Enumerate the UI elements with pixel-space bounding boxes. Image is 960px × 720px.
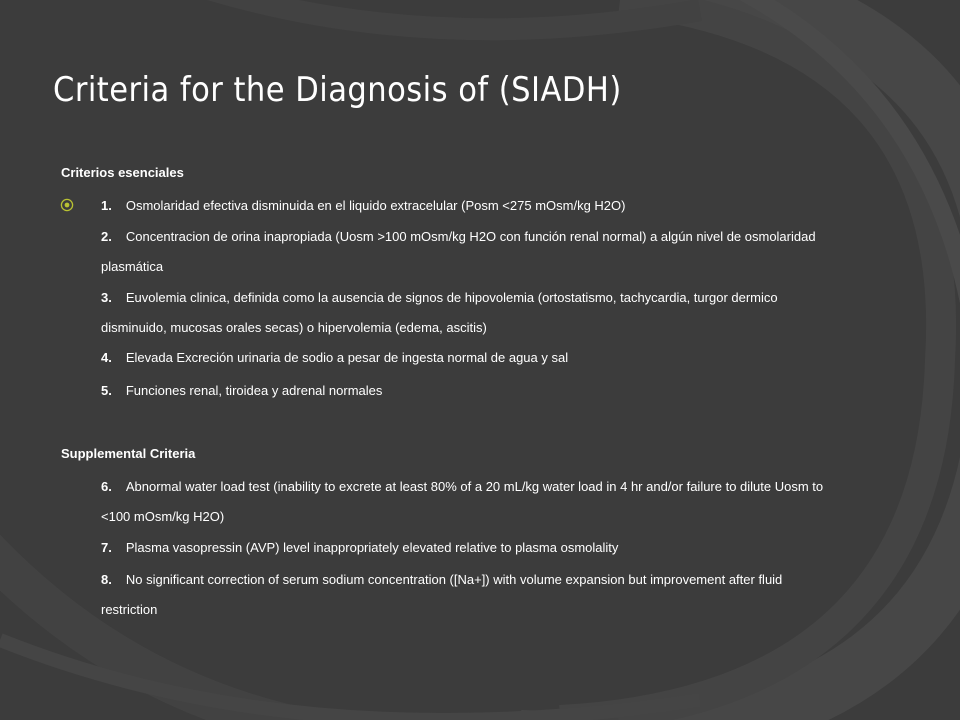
list-item [101,533,831,563]
list-item [101,283,831,343]
section-heading-essential: Criterios esenciales [61,165,184,180]
list-item [101,472,831,532]
item-number: 7. [101,540,112,555]
item-text: Euvolemia clinica, definida como la ausencia de signos de hipovolemia (ortostatismo, tachycardia, turgor dermico disminuido, mucosas orales secas) o hipervolemia (edema, ascitis) [101,290,778,335]
item-number: 2. [101,229,112,244]
list-item [101,565,831,625]
item-text: Osmolaridad efectiva disminuida en el liquido extracelular (Posm <275 mOsm/kg H2O) [125,198,626,213]
item-number: 8. [101,572,112,587]
item-number: 1. [101,198,112,213]
item-number: 4. [101,350,112,365]
target-circle-icon [60,198,74,212]
section-heading-supplemental: Supplemental Criteria [61,446,196,461]
list-item [101,343,831,373]
item-text: Abnormal water load test (inability to excrete at least 80% of a 20 mL/kg water load in 4 hr and/or failure to dilute Uosm to <100 mOsm/kg H2O) [101,479,824,524]
list-item [101,191,831,221]
item-text: No significant correction of serum sodium concentration ([Na+]) with volume expansion but improvement after fluid restriction [101,572,783,617]
item-number: 6. [101,479,112,494]
item-text: Plasma vasopressin (AVP) level inappropriately elevated relative to plasma osmolality [125,540,619,555]
item-text: Concentracion de orina inapropiada (Uosm >100 mOsm/kg H2O con función renal normal) a algún nivel de osmolaridad plasmática [101,229,816,274]
item-number: 5. [101,383,112,398]
item-number: 3. [101,290,112,305]
list-item [101,222,831,282]
item-text: Elevada Excreción urinaria de sodio a pesar de ingesta normal de agua y sal [125,350,569,365]
list-item [101,376,831,406]
item-text: Funciones renal, tiroidea y adrenal normales [125,383,383,398]
slide-title: Criteria for the Diagnosis of (SIADH) [53,70,622,110]
